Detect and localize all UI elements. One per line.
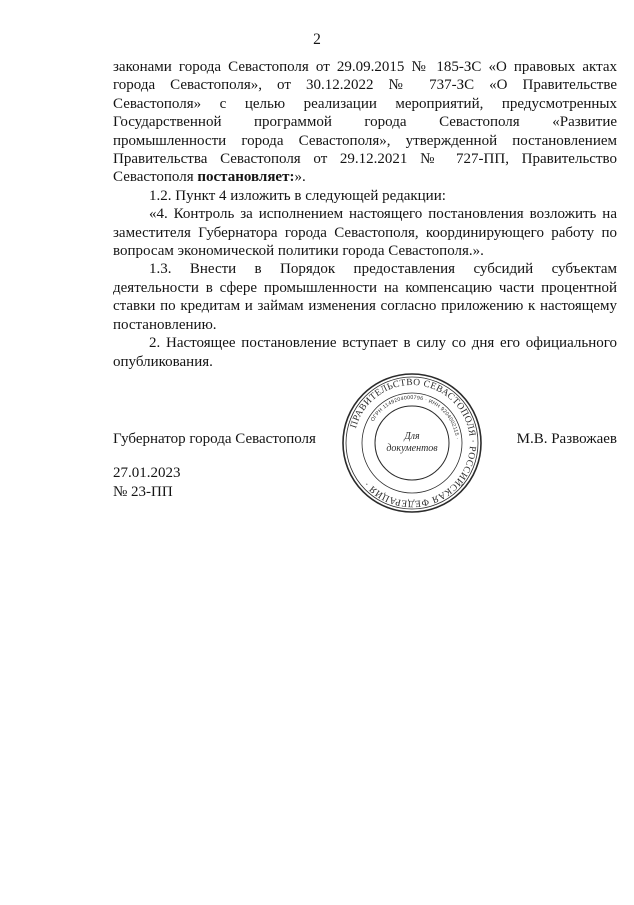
seal-center-line-1: Для	[404, 431, 420, 442]
paragraph-legal-basis-text: законами города Севастополя от 29.09.2015 № 185-ЗС «О правовых актах города Севастополя», от 30.12.2022 № 737-ЗС «О Правительстве Севастополя» с целью реализации мероприятий, предусмотренных Государственной программой города Севастополя «Развитие промышленности города Севастополя», утвержденной постановлением Правительства Севастополя от 29.12.2021 № 727-ПП, Правительство Севастополя	[113, 59, 617, 186]
paragraph-item-2: 2. Настоящее постановление вступает в силу со дня его официального опубликования.	[113, 335, 617, 370]
paragraph-item-4-quote: «4. Контроль за исполнением настоящего постановления возложить на заместителя Губернатора города Севастополя, координирующего работу по вопросам экономической политики города Севастополя.».	[113, 206, 617, 260]
paragraph-item-1-2: 1.2. Пункт 4 изложить в следующей редакции:	[149, 187, 446, 204]
seal-center-line-2: документов	[386, 443, 438, 454]
document-body	[113, 58, 617, 371]
resolution-keyword: постановляет:	[197, 169, 295, 186]
seal-inner-text: ОГРН 1149204000796 · ИНН 9204002115 ·	[369, 394, 460, 441]
seal-outer-text: ПРАВИТЕЛЬСТВО СЕВАСТОПОЛЯ · РОССИЙСКАЯ ФЕДЕРАЦИЯ ·	[349, 377, 478, 509]
paragraph-legal-basis-tail: ».	[294, 169, 306, 186]
document-date: 27.01.2023	[113, 465, 181, 481]
document-requisites	[113, 464, 181, 501]
signatory-position: Губернатор города Севастополя	[113, 431, 316, 447]
signatory-name: М.В. Развожаев	[516, 431, 617, 447]
paragraph-legal-basis	[113, 58, 617, 187]
page-number: 2	[313, 31, 321, 48]
official-seal	[341, 372, 483, 514]
paragraph-item-1-3: 1.3. Внести в Порядок предоставления субсидий субъектам деятельности в сфере промышленности на компенсацию части процентной ставки по кредитам и займам изменения согласно приложению к настоящему постановлению.	[113, 261, 617, 333]
document-number: № 23-ПП	[113, 483, 173, 500]
